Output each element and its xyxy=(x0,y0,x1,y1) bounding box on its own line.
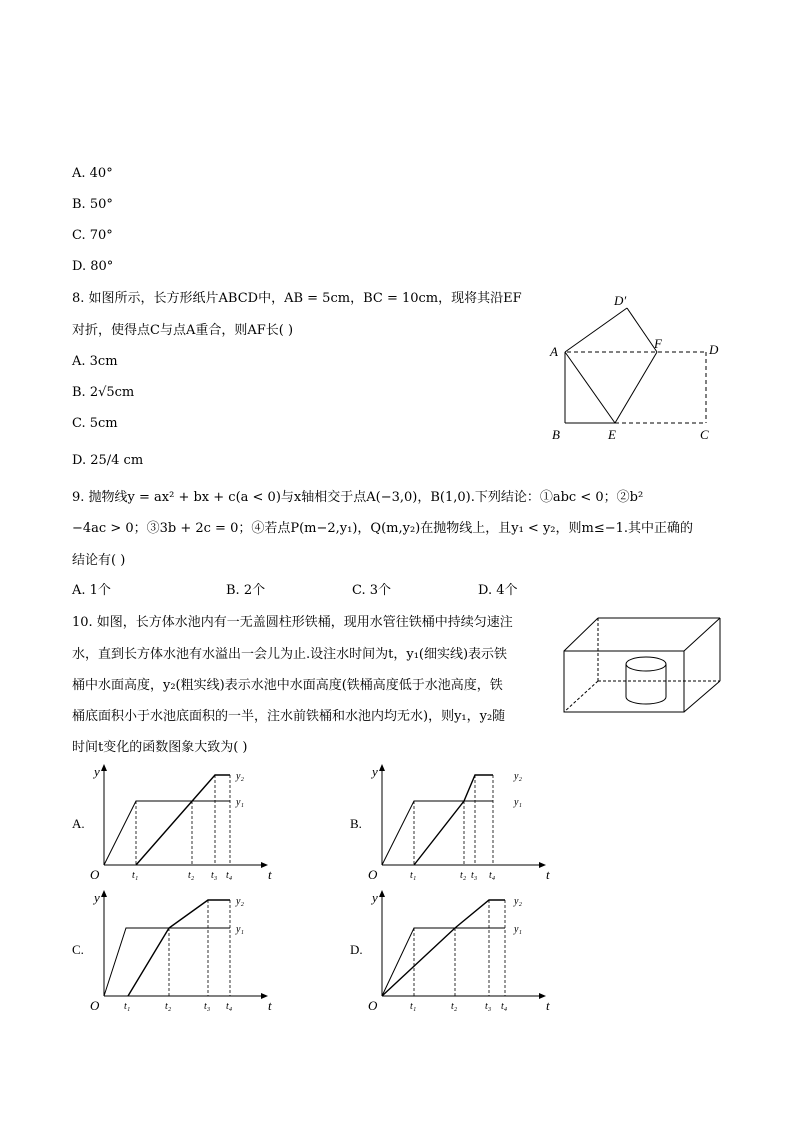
tick-label-t4: t₄ xyxy=(489,870,496,881)
axis-label-y: y xyxy=(94,764,100,779)
q8-rectangle-fold-figure xyxy=(540,290,730,450)
fold-line-ef xyxy=(615,352,657,423)
tick-label-t4: t₄ xyxy=(501,1001,508,1012)
segment-ae xyxy=(565,352,615,423)
q10-stem-line2: 水，直到长方体水池有水溢出一会儿为止.设注水时间为t，y₁(细实线)表示铁 xyxy=(72,647,508,662)
q10-stem-line5: 时间t变化的函数图象大致为( ) xyxy=(72,740,248,755)
origin-label: O xyxy=(90,867,100,882)
series-y2-line xyxy=(136,775,230,865)
axis-label-t: t xyxy=(268,867,272,882)
q10-graph-option-c xyxy=(72,888,272,1013)
q8-option-b: B. 2√5cm xyxy=(72,385,135,400)
label-a: A xyxy=(550,344,558,359)
series-label-y2: y₂ xyxy=(514,771,522,782)
origin-label: O xyxy=(368,867,378,882)
q9-option-d: D. 4个 xyxy=(478,583,518,598)
q9-stem-line1: 9. 抛物线y = ax² + bx + c(a < 0)与x轴相交于点A(−3,0)，B(1,0).下列结论：①abc < 0；②b² xyxy=(72,490,644,505)
tick-label-t2: t₂ xyxy=(188,870,195,881)
q8-option-c: C. 5cm xyxy=(72,416,118,431)
series-y2-line xyxy=(414,775,493,865)
series-y1-line xyxy=(104,801,230,865)
y-axis-arrow xyxy=(379,890,385,897)
option-label: C. xyxy=(72,942,84,957)
option-label: B. xyxy=(350,816,362,831)
tick-label-t3: t₃ xyxy=(485,1001,492,1012)
series-label-y2: y₂ xyxy=(236,771,244,782)
q9-option-c: C. 3个 xyxy=(352,583,392,598)
tick-label-t1: t₁ xyxy=(124,1001,131,1012)
origin-label: O xyxy=(90,998,100,1013)
tick-label-t4: t₄ xyxy=(226,870,233,881)
option-label: A. xyxy=(72,816,85,831)
series-label-y1: y₁ xyxy=(514,924,522,935)
axis-label-y: y xyxy=(94,890,100,905)
side-ad-prime xyxy=(565,308,627,352)
x-axis-arrow xyxy=(539,862,546,868)
tick-label-t3: t₃ xyxy=(211,870,218,881)
series-y1-line xyxy=(104,928,230,996)
tick-label-t3: t₃ xyxy=(204,1001,211,1012)
q8-stem-line1: 8. 如图所示，长方形纸片ABCD中，AB = 5cm，BC = 10cm，现将其沿EF xyxy=(72,291,522,306)
q10-pool-bucket-figure xyxy=(562,615,722,715)
q10-graph-option-b xyxy=(350,762,550,887)
tick-label-t2: t₂ xyxy=(460,870,467,881)
q7-option-d: D. 80° xyxy=(72,259,114,274)
series-y1-line xyxy=(382,801,493,865)
series-y2-line xyxy=(382,900,505,996)
series-label-y2: y₂ xyxy=(514,896,522,907)
q7-option-b: B. 50° xyxy=(72,197,113,212)
axis-label-t: t xyxy=(268,998,272,1013)
label-d: D xyxy=(709,342,719,357)
y-axis-arrow xyxy=(379,764,385,771)
series-y2-line xyxy=(128,900,230,996)
q7-option-a: A. 40° xyxy=(72,166,113,181)
q8-stem-line2: 对折，使得点C与点A重合，则AF长( ) xyxy=(72,323,294,338)
series-label-y1: y₁ xyxy=(514,797,522,808)
x-axis-arrow xyxy=(261,862,268,868)
q8-option-d: D. 25/4 cm xyxy=(72,453,144,468)
x-axis-arrow xyxy=(261,993,268,999)
label-f: F xyxy=(654,336,662,351)
q10-stem-line3: 桶中水面高度，y₂(粗实线)表示水池中水面高度(铁桶高度低于水池高度，铁 xyxy=(72,678,503,693)
series-label-y1: y₁ xyxy=(236,797,244,808)
tick-label-t4: t₄ xyxy=(226,1001,233,1012)
tick-label-t2: t₂ xyxy=(451,1001,458,1012)
option-label: D. xyxy=(350,942,363,957)
tick-label-t1: t₁ xyxy=(410,870,417,881)
tick-label-t1: t₁ xyxy=(410,1001,417,1012)
q10-graph-option-a xyxy=(72,762,272,887)
q7-option-c: C. 70° xyxy=(72,228,113,243)
q9-option-a: A. 1个 xyxy=(72,583,111,598)
axis-label-t: t xyxy=(546,867,550,882)
label-c: C xyxy=(700,427,709,442)
label-b: B xyxy=(552,427,560,442)
axis-label-y: y xyxy=(372,890,378,905)
x-axis-arrow xyxy=(539,993,546,999)
q10-stem-line4: 桶底面积小于水池底面积的一半，注水前铁桶和水池内均无水)，则y₁，y₂随 xyxy=(72,709,506,724)
label-e: E xyxy=(608,427,616,442)
q8-option-a: A. 3cm xyxy=(72,354,118,369)
y-axis-arrow xyxy=(101,764,107,771)
side-d-prime-f xyxy=(627,308,657,352)
y-axis-arrow xyxy=(101,890,107,897)
tick-label-t3: t₃ xyxy=(471,870,478,881)
axis-label-y: y xyxy=(372,764,378,779)
q10-stem-line1: 10. 如图，长方体水池内有一无盖圆柱形铁桶，现用水管往铁桶中持续匀速注 xyxy=(72,615,513,630)
q9-stem-line2: −4ac > 0；③3b + 2c = 0；④若点P(m−2,y₁)，Q(m,y₂)在抛物线上，且y₁ < y₂，则m≤−1.其中正确的 xyxy=(72,521,694,536)
axis-label-t: t xyxy=(546,998,550,1013)
series-label-y1: y₁ xyxy=(236,924,244,935)
label-d-prime: D′ xyxy=(614,293,627,308)
q10-graph-option-d xyxy=(350,888,550,1013)
tick-label-t2: t₂ xyxy=(165,1001,172,1012)
q9-option-b: B. 2个 xyxy=(226,583,266,598)
tick-label-t1: t₁ xyxy=(132,870,139,881)
q9-stem-line3: 结论有( ) xyxy=(72,553,126,568)
origin-label: O xyxy=(368,998,378,1013)
series-label-y2: y₂ xyxy=(236,896,244,907)
